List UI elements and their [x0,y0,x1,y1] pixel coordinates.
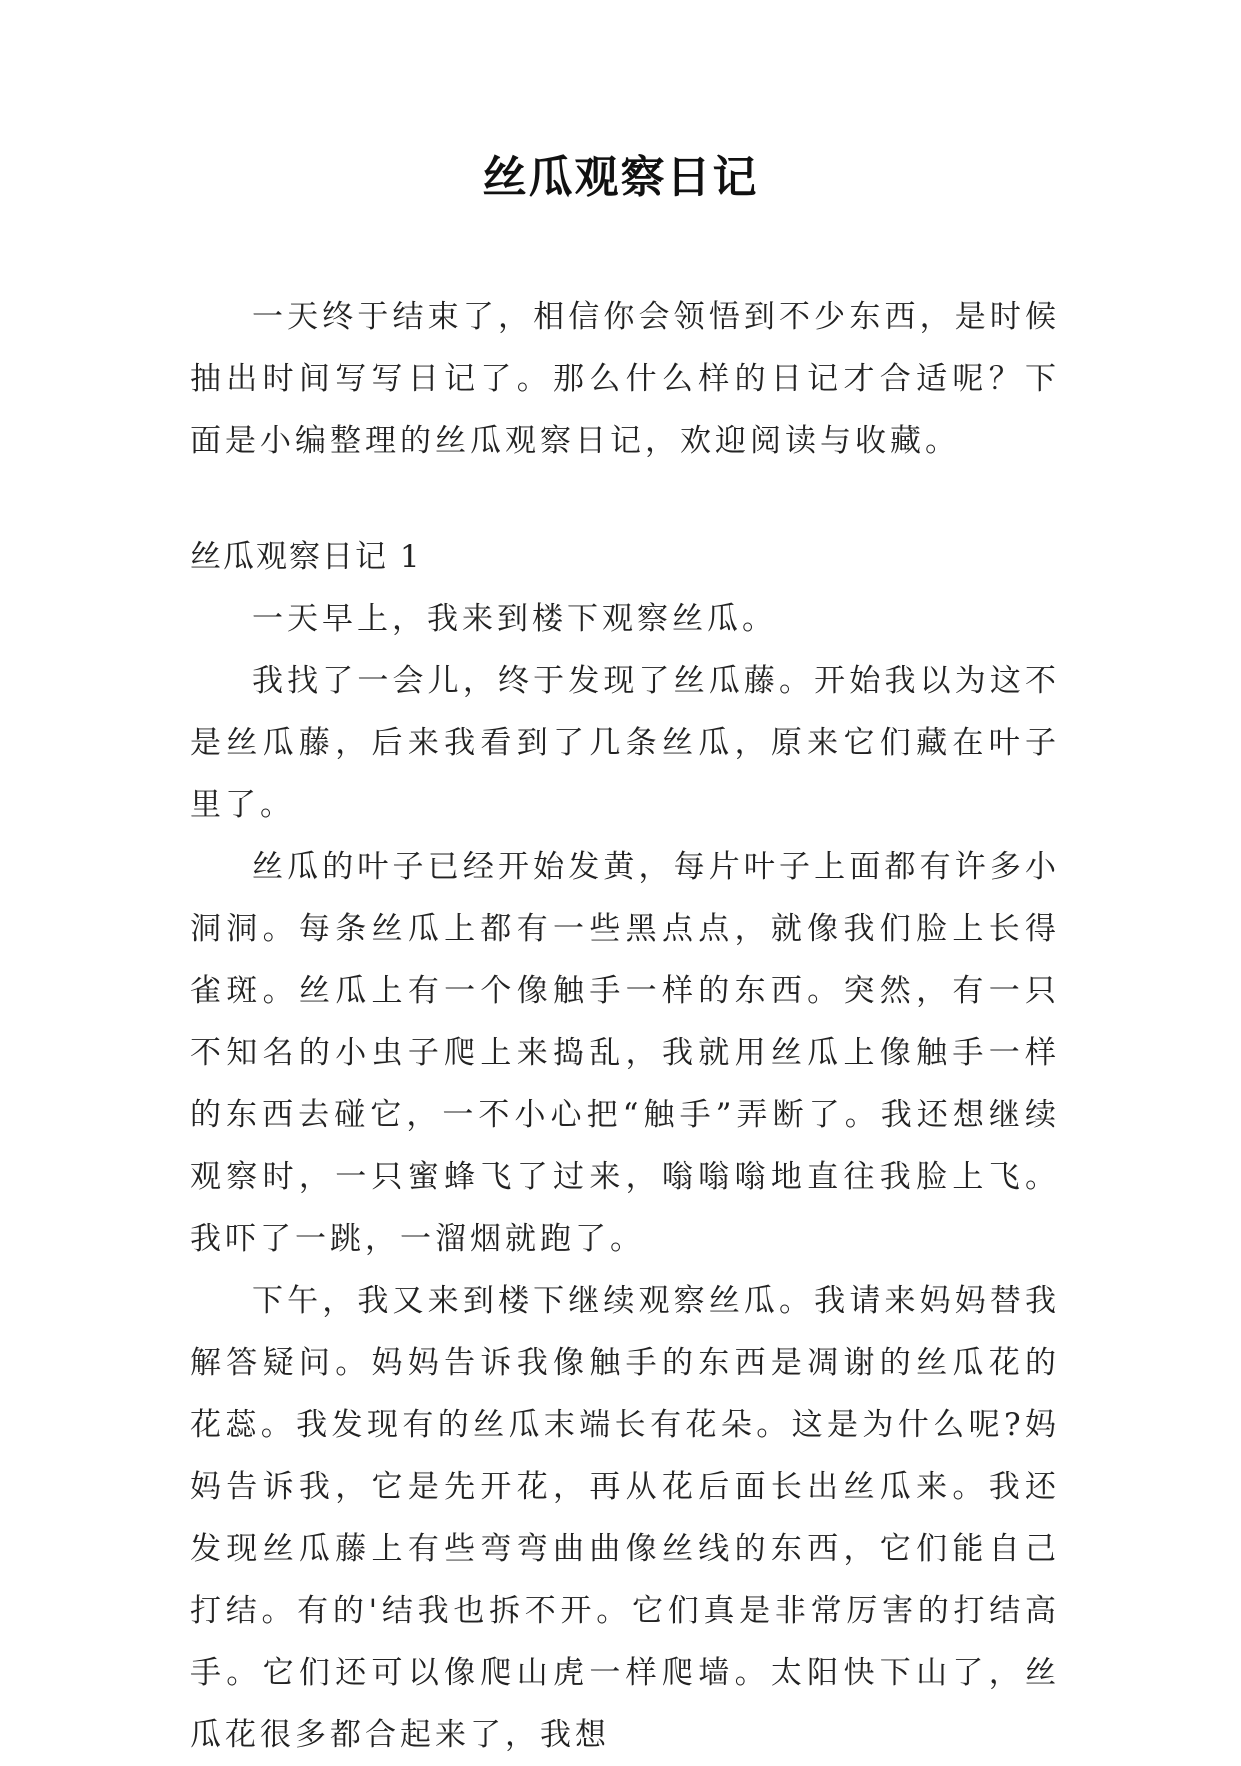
body-paragraph-3: 丝瓜的叶子已经开始发黄，每片叶子上面都有许多小洞洞。每条丝瓜上都有一些黑点点，就像我们脸上长得雀斑。丝瓜上有一个像触手一样的东西。突然，有一只不知名的小虫子爬上来捣乱，我就用丝瓜上像触手一样的东西去碰它，一不小心把“触手”弄断了。我还想继续观察时，一只蜜蜂飞了过来，嗡嗡嗡地直往我脸上飞。我吓了一跳，一溜烟就跑了。 [190,849,1060,1257]
document-title: 丝瓜观察日记 [482,152,759,203]
document-body [190,286,1060,1766]
body-paragraph-2: 我找了一会儿，终于发现了丝瓜藤。开始我以为这不是丝瓜藤，后来我看到了几条丝瓜，原来它们藏在叶子里了。 [190,663,1060,823]
section-heading: 丝瓜观察日记 1 [190,539,422,575]
body-paragraph-1: 一天早上，我来到楼下观察丝瓜。 [252,601,777,637]
intro-paragraph: 一天终于结束了，相信你会领悟到不少东西，是时候抽出时间写写日记了。那么什么样的日记才合适呢？下面是小编整理的丝瓜观察日记，欢迎阅读与收藏。 [190,299,1060,459]
body-paragraph-4: 下午，我又来到楼下继续观察丝瓜。我请来妈妈替我解答疑问。妈妈告诉我像触手的东西是凋谢的丝瓜花的花蕊。我发现有的丝瓜末端长有花朵。这是为什么呢?妈妈告诉我，它是先开花，再从花后面长出丝瓜来。我还发现丝瓜藤上有些弯弯曲曲像丝线的东西，它们能自己打结。有的'结我也拆不开。它们真是非常厉害的打结高手。它们还可以像爬山虎一样爬墙。太阳快下山了，丝瓜花很多都合起来了，我想 [190,1283,1060,1753]
